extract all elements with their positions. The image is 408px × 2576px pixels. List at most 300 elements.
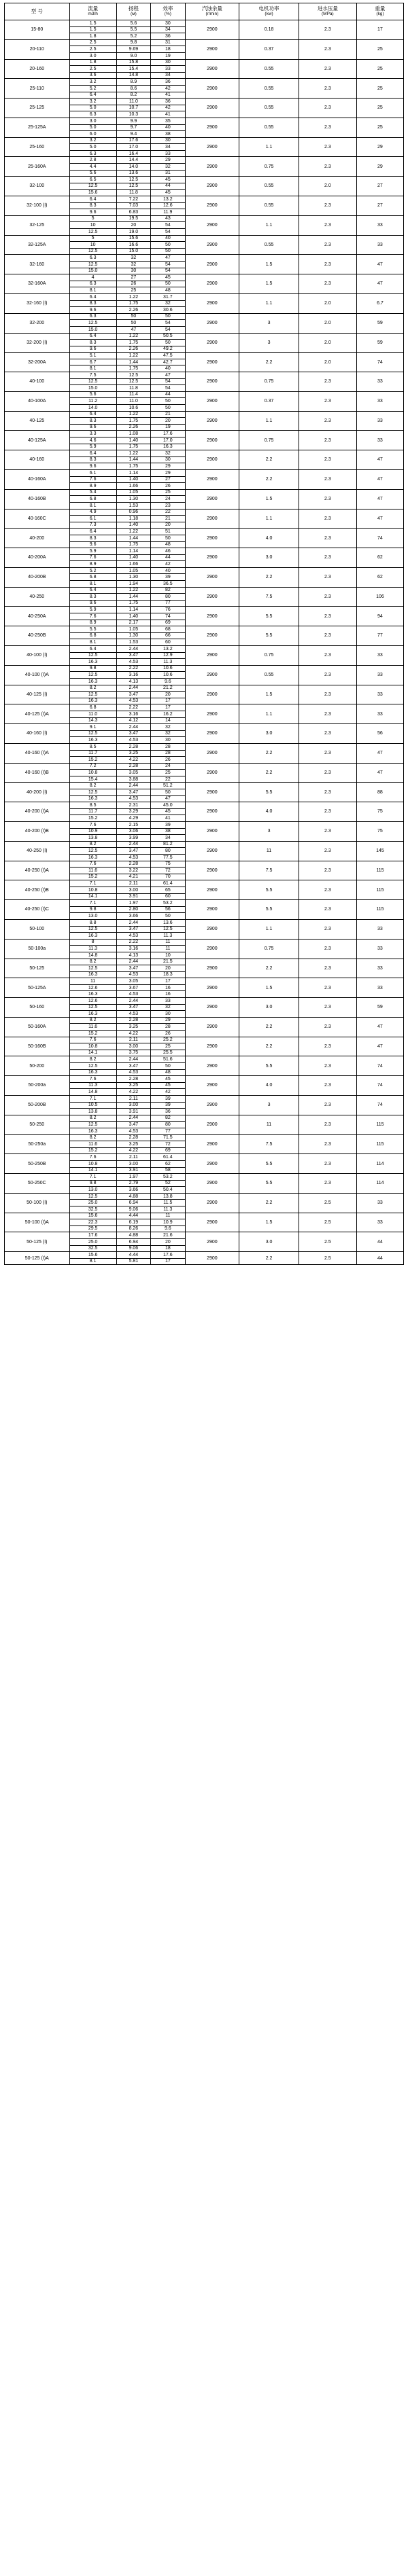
cell-efficiency: 17 xyxy=(151,1258,185,1265)
cell-model: 32-200 (I) xyxy=(5,333,70,353)
cell-head: 16.6 xyxy=(116,242,150,249)
cell-head: 2.28 xyxy=(116,1134,150,1141)
cell-model: 50-125A xyxy=(5,978,70,998)
cell-model: 40-100 (I) xyxy=(5,646,70,666)
cell-inlet-pressure: 2.5 xyxy=(299,1232,356,1252)
cell-flow: 12.5 xyxy=(69,730,116,737)
cell-head: 3.67 xyxy=(116,984,150,991)
cell-efficiency: 30 xyxy=(151,20,185,27)
cell-efficiency: 77.5 xyxy=(151,855,185,861)
cell-efficiency: 50 xyxy=(151,398,185,405)
cell-head: 12.5 xyxy=(116,378,150,385)
cell-flow: 6.4 xyxy=(69,333,116,340)
cell-inlet-pressure: 2.3 xyxy=(299,509,356,529)
cell-weight: 47 xyxy=(356,469,403,489)
cell-flow: 9.6 xyxy=(69,307,116,314)
cell-inlet-pressure: 2.0 xyxy=(299,353,356,372)
cell-flow: 6.3 xyxy=(69,111,116,118)
cell-model: 50-200B xyxy=(5,1095,70,1115)
table-row xyxy=(5,79,404,86)
cell-inlet-pressure: 2.3 xyxy=(299,235,356,255)
cell-speed: 2900 xyxy=(185,489,239,509)
cell-flow: 5.5 xyxy=(69,626,116,633)
cell-head: 3.00 xyxy=(116,887,150,893)
cell-model: 32-100 (I) xyxy=(5,196,70,216)
cell-efficiency: 12.5 xyxy=(151,926,185,933)
table-row xyxy=(5,157,404,164)
cell-inlet-pressure: 2.3 xyxy=(299,959,356,978)
cell-model: 40-125A xyxy=(5,431,70,450)
cell-head: 1.94 xyxy=(116,581,150,588)
cell-model: 40-250 (I) xyxy=(5,841,70,861)
table-row xyxy=(5,900,404,907)
cell-flow: 12.5 xyxy=(69,789,116,796)
cell-model: 40-160 xyxy=(5,450,70,470)
cell-head: 3.00 xyxy=(116,1043,150,1050)
cell-head: 1.75 xyxy=(116,365,150,372)
cell-head: 2.28 xyxy=(116,763,150,770)
cell-head: 9.69 xyxy=(116,46,150,53)
cell-head: 3.47 xyxy=(116,652,150,659)
cell-efficiency: 26 xyxy=(151,757,185,764)
cell-head: 4.22 xyxy=(116,757,150,764)
cell-speed: 2900 xyxy=(185,548,239,568)
cell-flow: 16.3 xyxy=(69,678,116,685)
cell-flow: 12.5 xyxy=(69,926,116,933)
cell-weight: 47 xyxy=(356,509,403,529)
cell-head: 15.4 xyxy=(116,66,150,73)
cell-flow: 8.3 xyxy=(69,418,116,425)
table-row xyxy=(5,99,404,105)
cell-flow: 8.2 xyxy=(69,841,116,848)
cell-flow: 11.6 xyxy=(69,1024,116,1031)
cell-flow: 9.6 xyxy=(69,541,116,548)
cell-head: 16.4 xyxy=(116,150,150,157)
cell-head: 12.5 xyxy=(116,177,150,183)
cell-flow: 13.0 xyxy=(69,913,116,920)
cell-flow: 11.2 xyxy=(69,398,116,405)
cell-inlet-pressure: 2.3 xyxy=(299,1154,356,1174)
cell-flow: 7.6 xyxy=(69,1154,116,1161)
cell-efficiency: 54 xyxy=(151,222,185,229)
cell-speed: 2900 xyxy=(185,529,239,548)
cell-efficiency: 32 xyxy=(151,730,185,737)
cell-flow: 6.4 xyxy=(69,529,116,535)
cell-head: 2.11 xyxy=(116,1037,150,1043)
cell-motor-power: 2.2 xyxy=(239,567,299,587)
cell-head: 47 xyxy=(116,326,150,333)
cell-motor-power: 3.0 xyxy=(239,1232,299,1252)
cell-model: 25-110 xyxy=(5,79,70,99)
cell-head: 1.75 xyxy=(116,340,150,346)
cell-inlet-pressure: 2.3 xyxy=(299,450,356,470)
cell-weight: 47 xyxy=(356,763,403,783)
cell-motor-power: 3.0 xyxy=(239,548,299,568)
cell-speed: 2900 xyxy=(185,450,239,470)
cell-efficiency: 75 xyxy=(151,861,185,867)
cell-efficiency: 71.5 xyxy=(151,1134,185,1141)
cell-speed: 2900 xyxy=(185,1213,239,1232)
cell-flow: 8.1 xyxy=(69,1258,116,1265)
table-row xyxy=(5,489,404,496)
cell-model: 32-160 (I) xyxy=(5,293,70,313)
cell-efficiency: 9.6 xyxy=(151,678,185,685)
cell-head: 6.83 xyxy=(116,209,150,216)
cell-flow: 14.1 xyxy=(69,1167,116,1174)
cell-weight: 33 xyxy=(356,411,403,431)
cell-efficiency: 51.2 xyxy=(151,783,185,789)
cell-efficiency: 25.5 xyxy=(151,1050,185,1056)
cell-efficiency: 29 xyxy=(151,469,185,476)
cell-head: 2.31 xyxy=(116,802,150,809)
cell-speed: 2900 xyxy=(185,587,239,607)
cell-efficiency: 30 xyxy=(151,59,185,66)
cell-head: 14.8 xyxy=(116,72,150,79)
cell-head: 14.4 xyxy=(116,157,150,164)
cell-model: 50-160B xyxy=(5,1037,70,1056)
cell-inlet-pressure: 2.3 xyxy=(299,861,356,880)
cell-flow: 2.8 xyxy=(69,157,116,164)
cell-model: 40-125 (I)A xyxy=(5,704,70,724)
cell-efficiency: 30 xyxy=(151,457,185,463)
cell-flow: 6.8 xyxy=(69,496,116,503)
cell-head: 1.44 xyxy=(116,359,150,365)
cell-inlet-pressure: 2.3 xyxy=(299,822,356,842)
cell-inlet-pressure: 2.3 xyxy=(299,39,356,59)
cell-head: 8.9 xyxy=(116,79,150,86)
cell-efficiency: 52 xyxy=(151,1180,185,1187)
cell-flow: 10 xyxy=(69,242,116,249)
cell-flow: 7.1 xyxy=(69,1174,116,1181)
cell-efficiency: 16 xyxy=(151,984,185,991)
cell-flow: 8.9 xyxy=(69,620,116,626)
header-efficiency: 效率 (%) xyxy=(151,3,185,20)
cell-head: 3.47 xyxy=(116,1063,150,1070)
cell-efficiency: 31.7 xyxy=(151,293,185,300)
cell-motor-power: 3 xyxy=(239,313,299,333)
cell-head: 3.88 xyxy=(116,776,150,783)
cell-weight: 25 xyxy=(356,79,403,99)
cell-flow: 15.0 xyxy=(69,385,116,392)
cell-flow: 7.1 xyxy=(69,900,116,907)
table-row xyxy=(5,959,404,965)
cell-flow: 8 xyxy=(69,939,116,946)
cell-efficiency: 16 xyxy=(151,991,185,998)
cell-efficiency: 24 xyxy=(151,763,185,770)
cell-inlet-pressure: 2.5 xyxy=(299,1252,356,1265)
cell-head: 50 xyxy=(116,320,150,327)
cell-efficiency: 17 xyxy=(151,704,185,711)
table-row xyxy=(5,861,404,867)
cell-flow: 15.2 xyxy=(69,1031,116,1037)
cell-flow: 10 xyxy=(69,222,116,229)
cell-head: 3.16 xyxy=(116,946,150,952)
cell-head: 1.40 xyxy=(116,437,150,444)
cell-weight: 75 xyxy=(356,822,403,842)
cell-flow: 3.2 xyxy=(69,79,116,86)
cell-head: 3.47 xyxy=(116,1122,150,1128)
table-row xyxy=(5,1076,404,1083)
cell-inlet-pressure: 2.3 xyxy=(299,1076,356,1096)
cell-head: 3.25 xyxy=(116,1141,150,1148)
cell-head: 1.75 xyxy=(116,444,150,450)
cell-flow: 12.6 xyxy=(69,984,116,991)
cell-weight: 114 xyxy=(356,1174,403,1194)
cell-flow: 6.4 xyxy=(69,450,116,457)
cell-head: 4.29 xyxy=(116,815,150,822)
cell-efficiency: 39 xyxy=(151,1095,185,1102)
cell-flow: 8.2 xyxy=(69,1017,116,1024)
cell-model: 50-100 (I) xyxy=(5,1193,70,1213)
cell-flow: 12.5 xyxy=(69,1122,116,1128)
cell-speed: 2900 xyxy=(185,215,239,235)
cell-efficiency: 54 xyxy=(151,261,185,268)
cell-flow: 7.1 xyxy=(69,880,116,887)
cell-efficiency: 50 xyxy=(151,248,185,255)
cell-efficiency: 26 xyxy=(151,483,185,490)
cell-head: 3.47 xyxy=(116,692,150,698)
cell-speed: 2900 xyxy=(185,1056,239,1076)
cell-head: 1.53 xyxy=(116,639,150,646)
cell-flow: 15.2 xyxy=(69,874,116,880)
cell-weight: 115 xyxy=(356,861,403,880)
cell-flow: 3.3 xyxy=(69,431,116,437)
cell-flow: 16.3 xyxy=(69,1069,116,1076)
cell-head: 4.53 xyxy=(116,1128,150,1134)
cell-speed: 2900 xyxy=(185,959,239,978)
cell-motor-power: 0.37 xyxy=(239,39,299,59)
cell-flow: 5.9 xyxy=(69,444,116,450)
cell-efficiency: 19 xyxy=(151,52,185,59)
cell-flow: 10.8 xyxy=(69,1160,116,1167)
cell-inlet-pressure: 2.3 xyxy=(299,118,356,137)
cell-speed: 2900 xyxy=(185,1174,239,1194)
cell-efficiency: 32 xyxy=(151,724,185,731)
cell-flow: 8.9 xyxy=(69,561,116,568)
cell-flow: 9.8 xyxy=(69,906,116,913)
cell-inlet-pressure: 2.3 xyxy=(299,469,356,489)
cell-head: 2.44 xyxy=(116,919,150,926)
cell-flow: 5.9 xyxy=(69,548,116,555)
cell-speed: 2900 xyxy=(185,743,239,763)
cell-efficiency: 12.9 xyxy=(151,652,185,659)
table-row xyxy=(5,1037,404,1043)
cell-weight: 29 xyxy=(356,157,403,177)
cell-model: 40-160B xyxy=(5,489,70,509)
cell-efficiency: 23 xyxy=(151,502,185,509)
cell-efficiency: 9.6 xyxy=(151,1226,185,1232)
cell-head: 1.30 xyxy=(116,632,150,639)
cell-head: 1.05 xyxy=(116,489,150,496)
cell-head: 15.8 xyxy=(116,59,150,66)
cell-head: 10.6 xyxy=(116,405,150,412)
cell-model: 32-200 xyxy=(5,313,70,333)
cell-flow: 2.5 xyxy=(69,39,116,46)
cell-flow: 12.5 xyxy=(69,652,116,659)
cell-head: 4.53 xyxy=(116,795,150,802)
cell-model: 25-125A xyxy=(5,118,70,137)
cell-weight: 33 xyxy=(356,704,403,724)
cell-inlet-pressure: 2.3 xyxy=(299,1056,356,1076)
table-row xyxy=(5,587,404,594)
cell-head: 2.28 xyxy=(116,861,150,867)
table-row xyxy=(5,391,404,398)
cell-flow: 7.1 xyxy=(69,1095,116,1102)
cell-head: 1.22 xyxy=(116,587,150,594)
table-row xyxy=(5,607,404,613)
cell-speed: 2900 xyxy=(185,99,239,118)
table-row xyxy=(5,255,404,262)
cell-efficiency: 16.3 xyxy=(151,444,185,450)
cell-inlet-pressure: 2.3 xyxy=(299,900,356,920)
cell-speed: 2900 xyxy=(185,1134,239,1154)
cell-motor-power: 2.2 xyxy=(239,959,299,978)
cell-flow: 22.3 xyxy=(69,1219,116,1226)
cell-efficiency: 81.2 xyxy=(151,841,185,848)
cell-head: 3.47 xyxy=(116,1004,150,1011)
cell-efficiency: 13.2 xyxy=(151,196,185,203)
cell-flow: 8.3 xyxy=(69,340,116,346)
cell-motor-power: 1.5 xyxy=(239,255,299,274)
cell-inlet-pressure: 2.3 xyxy=(299,939,356,959)
table-body xyxy=(5,20,404,1265)
cell-inlet-pressure: 2.3 xyxy=(299,1037,356,1056)
cell-flow: 16.3 xyxy=(69,1128,116,1134)
cell-weight: 47 xyxy=(356,743,403,763)
cell-efficiency: 11.3 xyxy=(151,1206,185,1213)
cell-weight: 114 xyxy=(356,1154,403,1174)
cell-weight: 25 xyxy=(356,99,403,118)
cell-flow: 32.5 xyxy=(69,1206,116,1213)
cell-head: 5.2 xyxy=(116,33,150,40)
cell-model: 40-200 xyxy=(5,529,70,548)
cell-efficiency: 28 xyxy=(151,743,185,750)
cell-flow: 5 xyxy=(69,215,116,222)
table-row xyxy=(5,177,404,183)
cell-flow: 7.6 xyxy=(69,613,116,620)
cell-efficiency: 46 xyxy=(151,548,185,555)
cell-weight: 74 xyxy=(356,1056,403,1076)
cell-speed: 2900 xyxy=(185,469,239,489)
cell-model: 40-160 (I) xyxy=(5,724,70,744)
cell-head: 12.5 xyxy=(116,372,150,379)
cell-flow: 1.5 xyxy=(69,20,116,27)
cell-efficiency: 11.3 xyxy=(151,659,185,666)
cell-weight: 115 xyxy=(356,880,403,900)
header-weight: 重量 (kg) xyxy=(356,3,403,20)
cell-efficiency: 50 xyxy=(151,789,185,796)
cell-flow: 8.1 xyxy=(69,365,116,372)
cell-head: 2.22 xyxy=(116,704,150,711)
cell-motor-power: 1.1 xyxy=(239,137,299,157)
cell-head: 3.91 xyxy=(116,1167,150,1174)
cell-flow: 8.2 xyxy=(69,1115,116,1122)
cell-speed: 2900 xyxy=(185,1232,239,1252)
cell-head: 2.44 xyxy=(116,724,150,731)
cell-efficiency: 20 xyxy=(151,692,185,698)
cell-head: 4.22 xyxy=(116,1031,150,1037)
cell-head: 4.88 xyxy=(116,1232,150,1239)
cell-flow: 6.3 xyxy=(69,313,116,320)
cell-weight: 33 xyxy=(356,919,403,939)
cell-head: 3.47 xyxy=(116,926,150,933)
cell-efficiency: 54 xyxy=(151,320,185,327)
cell-flow: 8.2 xyxy=(69,959,116,965)
cell-efficiency: 82 xyxy=(151,587,185,594)
cell-weight: 33 xyxy=(356,646,403,666)
cell-head: 17.6 xyxy=(116,137,150,144)
cell-motor-power: 1.5 xyxy=(239,685,299,704)
cell-motor-power: 0.18 xyxy=(239,20,299,40)
cell-flow: 6.0 xyxy=(69,131,116,138)
cell-inlet-pressure: 2.3 xyxy=(299,255,356,274)
table-row xyxy=(5,978,404,985)
cell-weight: 33 xyxy=(356,391,403,411)
header-flow: 流量 m3/h xyxy=(69,3,116,20)
cell-flow: 12.5 xyxy=(69,320,116,327)
cell-head: 4.53 xyxy=(116,737,150,744)
cell-efficiency: 20 xyxy=(151,1239,185,1246)
cell-weight: 33 xyxy=(356,431,403,450)
cell-flow: 9.8 xyxy=(69,1180,116,1187)
table-row xyxy=(5,567,404,574)
cell-flow: 13.8 xyxy=(69,835,116,842)
cell-efficiency: 45 xyxy=(151,1082,185,1089)
table-row xyxy=(5,1115,404,1122)
cell-flow: 8.2 xyxy=(69,1056,116,1063)
cell-model: 32-160 xyxy=(5,255,70,274)
cell-inlet-pressure: 2.3 xyxy=(299,1095,356,1115)
cell-flow: 7.6 xyxy=(69,1037,116,1043)
cell-efficiency: 50 xyxy=(151,281,185,287)
cell-flow: 5.0 xyxy=(69,105,116,111)
cell-head: 11.0 xyxy=(116,398,150,405)
cell-weight: 115 xyxy=(356,1134,403,1154)
cell-head: 1.66 xyxy=(116,561,150,568)
cell-efficiency: 66 xyxy=(151,632,185,639)
cell-model: 40-250B xyxy=(5,626,70,646)
cell-flow: 12.5 xyxy=(69,692,116,698)
cell-flow: 8.3 xyxy=(69,202,116,209)
cell-motor-power: 0.75 xyxy=(239,939,299,959)
cell-efficiency: 18 xyxy=(151,1245,185,1252)
cell-flow: 16.3 xyxy=(69,855,116,861)
cell-flow: 6.5 xyxy=(69,177,116,183)
cell-weight: 74 xyxy=(356,353,403,372)
cell-flow: 4.6 xyxy=(69,437,116,444)
cell-inlet-pressure: 2.0 xyxy=(299,177,356,196)
cell-speed: 2900 xyxy=(185,919,239,939)
table-row xyxy=(5,313,404,320)
cell-motor-power: 1.1 xyxy=(239,215,299,235)
cell-model: 50-100 (I)A xyxy=(5,1213,70,1232)
cell-inlet-pressure: 2.3 xyxy=(299,411,356,431)
cell-weight: 33 xyxy=(356,1213,403,1232)
cell-efficiency: 42.7 xyxy=(151,359,185,365)
cell-efficiency: 50.5 xyxy=(151,333,185,340)
cell-efficiency: 28 xyxy=(151,1024,185,1031)
header-row xyxy=(5,3,404,20)
cell-weight: 33 xyxy=(356,939,403,959)
cell-flow: 25.0 xyxy=(69,1200,116,1206)
cell-speed: 2900 xyxy=(185,333,239,353)
cell-weight: 29 xyxy=(356,137,403,157)
cell-inlet-pressure: 2.3 xyxy=(299,646,356,666)
cell-weight: 33 xyxy=(356,235,403,255)
cell-head: 2.44 xyxy=(116,783,150,789)
cell-efficiency: 22 xyxy=(151,509,185,516)
cell-head: 32 xyxy=(116,255,150,262)
